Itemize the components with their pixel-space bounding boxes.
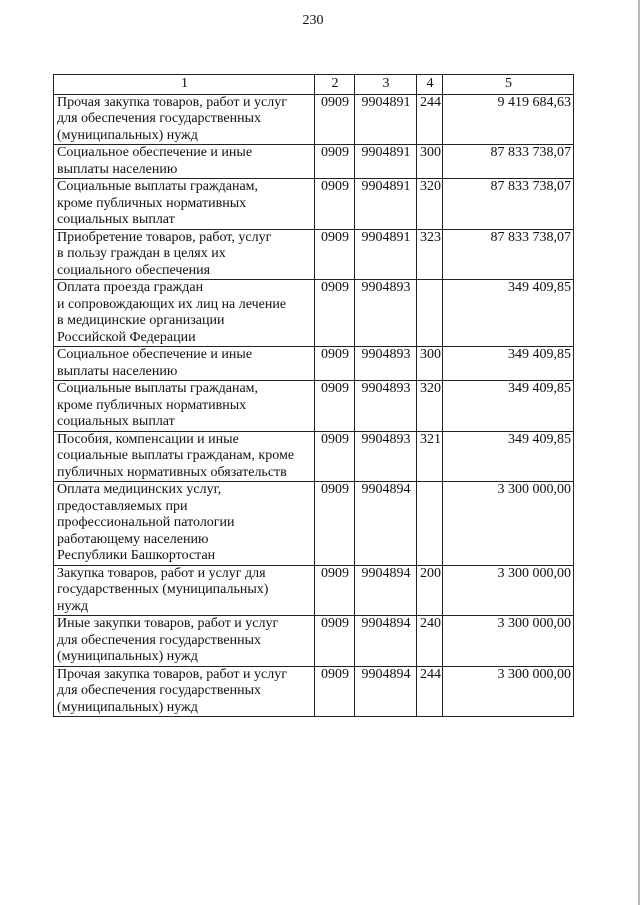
table-body <box>54 94 574 717</box>
table-row <box>54 565 574 616</box>
row-name-cell: Социальные выплаты гражданам, кроме публичных нормативных социальных выплат <box>54 179 315 230</box>
table-row <box>54 179 574 230</box>
row-type-cell <box>417 280 443 347</box>
row-amount-cell: 349 409,85 <box>443 431 574 482</box>
row-target-cell: 9904894 <box>355 616 417 667</box>
row-amount-cell: 9 419 684,63 <box>443 94 574 145</box>
row-section-cell: 0909 <box>315 94 355 145</box>
row-section-cell: 0909 <box>315 482 355 566</box>
row-name-cell: Приобретение товаров, работ, услуг в пользу граждан в целях их социального обеспечения <box>54 229 315 280</box>
row-target-cell: 9904891 <box>355 94 417 145</box>
table-row <box>54 482 574 566</box>
table-row <box>54 145 574 179</box>
row-target-cell: 9904894 <box>355 666 417 717</box>
row-amount-cell: 3 300 000,00 <box>443 565 574 616</box>
row-amount-cell: 87 833 738,07 <box>443 179 574 230</box>
row-amount-cell: 87 833 738,07 <box>443 145 574 179</box>
column-header-3: 3 <box>355 75 417 95</box>
table-row <box>54 347 574 381</box>
row-section-cell: 0909 <box>315 229 355 280</box>
column-header-4: 4 <box>417 75 443 95</box>
row-section-cell: 0909 <box>315 666 355 717</box>
table-row <box>54 280 574 347</box>
row-target-cell: 9904891 <box>355 229 417 280</box>
row-name-cell: Социальное обеспечение и иные выплаты населению <box>54 347 315 381</box>
row-section-cell: 0909 <box>315 347 355 381</box>
row-amount-cell: 87 833 738,07 <box>443 229 574 280</box>
row-type-cell <box>417 482 443 566</box>
table-row <box>54 616 574 667</box>
row-amount-cell: 349 409,85 <box>443 381 574 432</box>
row-name-cell: Прочая закупка товаров, работ и услуг для обеспечения государственных (муниципальных) нужд <box>54 94 315 145</box>
column-header-2: 2 <box>315 75 355 95</box>
row-amount-cell: 349 409,85 <box>443 347 574 381</box>
row-type-cell: 244 <box>417 94 443 145</box>
row-section-cell: 0909 <box>315 431 355 482</box>
row-name-cell: Прочая закупка товаров, работ и услуг для обеспечения государственных (муниципальных) нужд <box>54 666 315 717</box>
row-type-cell: 300 <box>417 347 443 381</box>
row-name-cell: Закупка товаров, работ и услуг для государственных (муниципальных) нужд <box>54 565 315 616</box>
row-target-cell: 9904891 <box>355 179 417 230</box>
row-type-cell: 244 <box>417 666 443 717</box>
row-target-cell: 9904894 <box>355 565 417 616</box>
row-section-cell: 0909 <box>315 616 355 667</box>
row-target-cell: 9904891 <box>355 145 417 179</box>
table-row <box>54 381 574 432</box>
row-section-cell: 0909 <box>315 381 355 432</box>
row-target-cell: 9904893 <box>355 431 417 482</box>
table-row <box>54 431 574 482</box>
row-section-cell: 0909 <box>315 179 355 230</box>
row-name-cell: Иные закупки товаров, работ и услуг для обеспечения государственных (муниципальных) нужд <box>54 616 315 667</box>
row-name-cell: Оплата проезда граждан и сопровождающих их лиц на лечение в медицинские организации Российской Федерации <box>54 280 315 347</box>
row-amount-cell: 3 300 000,00 <box>443 666 574 717</box>
table-row <box>54 229 574 280</box>
row-target-cell: 9904893 <box>355 381 417 432</box>
row-name-cell: Социальные выплаты гражданам, кроме публичных нормативных социальных выплат <box>54 381 315 432</box>
row-amount-cell: 3 300 000,00 <box>443 616 574 667</box>
row-section-cell: 0909 <box>315 280 355 347</box>
budget-table <box>53 74 574 717</box>
row-type-cell: 320 <box>417 381 443 432</box>
row-type-cell: 320 <box>417 179 443 230</box>
row-type-cell: 300 <box>417 145 443 179</box>
table-row <box>54 94 574 145</box>
row-section-cell: 0909 <box>315 565 355 616</box>
row-type-cell: 321 <box>417 431 443 482</box>
row-type-cell: 200 <box>417 565 443 616</box>
column-header-5: 5 <box>443 75 574 95</box>
row-section-cell: 0909 <box>315 145 355 179</box>
row-name-cell: Социальное обеспечение и иные выплаты населению <box>54 145 315 179</box>
table-row <box>54 666 574 717</box>
row-target-cell: 9904893 <box>355 347 417 381</box>
row-target-cell: 9904894 <box>355 482 417 566</box>
row-amount-cell: 349 409,85 <box>443 280 574 347</box>
row-type-cell: 240 <box>417 616 443 667</box>
page-number: 230 <box>302 13 324 28</box>
row-type-cell: 323 <box>417 229 443 280</box>
table-header-row <box>54 75 574 95</box>
row-target-cell: 9904893 <box>355 280 417 347</box>
row-name-cell: Оплата медицинских услуг, предоставляемых при профессиональной патологии работающему населению Республики Башкортостан <box>54 482 315 566</box>
row-name-cell: Пособия, компенсации и иные социальные выплаты гражданам, кроме публичных нормативных обязательств <box>54 431 315 482</box>
column-header-1: 1 <box>54 75 315 95</box>
row-amount-cell: 3 300 000,00 <box>443 482 574 566</box>
